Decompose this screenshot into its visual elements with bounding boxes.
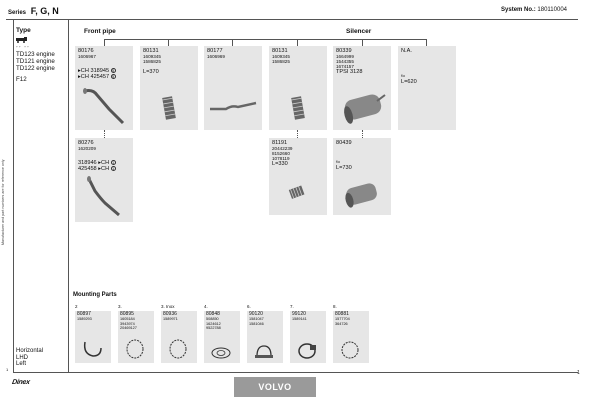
part-number: 80439: [336, 140, 352, 146]
mount-card[interactable]: [161, 311, 197, 363]
orientation-item: LHD: [16, 354, 29, 361]
connector-tick: [104, 39, 105, 46]
part-card[interactable]: [269, 46, 327, 130]
part-number: 80177: [207, 48, 223, 54]
orientation-item: Horizontal: [16, 348, 44, 354]
part-ref: 364726: [335, 321, 348, 326]
row-connector: [362, 130, 363, 138]
part-ref: 1078119: [272, 156, 290, 161]
dinex-logo: Dinex: [11, 379, 31, 386]
front-pipe-title: Front pipe: [84, 28, 116, 35]
mount-card[interactable]: [333, 311, 369, 363]
part-number: 80176: [78, 48, 94, 54]
orientation-item: Left: [16, 361, 27, 367]
part-ref: 1544355: [336, 59, 354, 64]
flex-pipe-drawing: [273, 178, 320, 212]
front-pipe-drawing: [79, 175, 129, 219]
mount-card[interactable]: [75, 311, 111, 363]
band-clamp-icon: [294, 342, 320, 360]
part-ref: 1586825: [272, 59, 290, 64]
part-ref: 8152660: [272, 151, 290, 156]
part-ref: 9522788: [206, 325, 221, 330]
series-header: [8, 6, 59, 16]
mount-qty: 8.: [333, 304, 337, 309]
row-connector: [104, 130, 105, 138]
variant-number: 425457: [90, 74, 110, 80]
mount-qty: 3.: [118, 304, 122, 309]
engine-item: TD123 engine: [16, 51, 55, 58]
gasket-ring-icon: [165, 338, 191, 360]
system-value: 180110004: [537, 7, 567, 13]
part-ref: 1609345: [143, 54, 161, 59]
silencer-title: Silencer: [346, 28, 372, 35]
series-label: Series: [8, 10, 27, 16]
part-card[interactable]: [269, 138, 327, 215]
part-symbol: f/o: [401, 74, 405, 78]
intermediate-pipe-drawing: [208, 83, 258, 127]
part-ref: 1605184: [120, 317, 135, 322]
part-number: 80897: [77, 311, 91, 317]
part-ref: 1589293: [77, 317, 92, 322]
part-number: 80895: [120, 311, 134, 317]
mount-qty: 3. Inox: [161, 304, 175, 309]
system-label: System No.:: [501, 7, 536, 13]
part-ref: 1589141: [292, 317, 307, 322]
variant-marker: 1: [112, 167, 115, 172]
part-ref: 1581047: [249, 317, 264, 322]
variant-code: ▸CH: [78, 68, 89, 74]
variant-code: ▸CH: [78, 74, 89, 80]
series-value: F, G, N: [30, 6, 59, 16]
part-ref: 1624612: [206, 321, 221, 326]
row-connector: [297, 130, 298, 138]
part-number: 80131: [272, 48, 288, 54]
page-number: 1: [577, 370, 580, 376]
left-frame: [13, 19, 14, 372]
mount-card[interactable]: [118, 311, 154, 363]
part-variant-row: [78, 166, 130, 172]
engine-item: TD121 engine: [16, 58, 55, 65]
brand-banner: VOLVO: [234, 377, 316, 397]
part-number: 80339: [336, 48, 352, 54]
side-disclaimer: Manufacturer and part numbers are for reference only: [1, 159, 5, 245]
part-number: 80848: [206, 311, 220, 317]
part-ref: 1664999: [336, 54, 354, 59]
orientation-info: [16, 348, 43, 368]
mounting-title: Mounting Parts: [73, 292, 117, 298]
connector-tick: [297, 39, 298, 46]
type-options: [16, 44, 29, 49]
clamp-icon: [251, 344, 277, 360]
gasket-icon: [208, 346, 234, 360]
mount-card[interactable]: [290, 311, 326, 363]
footer-rule: [13, 372, 578, 373]
front-pipe-drawing: [79, 83, 129, 127]
part-card[interactable]: [75, 138, 133, 222]
axle-option-a: ◦ ◦: [16, 44, 21, 49]
part-card[interactable]: [204, 46, 262, 130]
type-heading: Type: [16, 27, 31, 34]
part-number: 90120: [249, 311, 263, 317]
engine-item: TD122 engine: [16, 65, 55, 72]
variant-number: 425458: [78, 166, 97, 172]
part-number: 80881: [335, 311, 349, 317]
part-ref: 1577704: [335, 317, 350, 322]
mount-card[interactable]: [204, 311, 240, 363]
part-card[interactable]: [140, 46, 198, 130]
part-ref: 1606969: [207, 54, 225, 59]
part-ref: 1606967: [78, 54, 96, 59]
part-ref: 3943974: [120, 321, 135, 326]
variant-number: 318945: [90, 68, 110, 74]
variant-number: 318946: [78, 160, 97, 166]
axle-option-b: ◦ ◦: [24, 44, 29, 49]
part-ref: 1586825: [143, 59, 161, 64]
part-number: N.A.: [401, 48, 412, 54]
mount-qty: 4.: [204, 304, 208, 309]
column-divider: [68, 19, 69, 372]
system-number: [501, 7, 567, 13]
flex-pipe-drawing: [273, 83, 323, 127]
variant-marker: 1: [112, 161, 115, 166]
variant-code: ▸CH: [98, 166, 110, 172]
part-number: 80131: [143, 48, 159, 54]
part-ref: 1620209: [78, 146, 96, 151]
part-card[interactable]: [333, 138, 391, 215]
gasket-ring-icon: [337, 340, 363, 360]
part-card[interactable]: [333, 46, 391, 130]
mount-card[interactable]: [247, 311, 283, 363]
part-number: 80276: [78, 140, 94, 146]
connector-tick: [168, 39, 169, 46]
part-ref: 1581046: [249, 321, 264, 326]
part-length: L=730: [336, 165, 352, 171]
mount-qty: 6.: [247, 304, 251, 309]
silencer-drawing: [337, 178, 384, 212]
part-variant-row: [78, 74, 130, 80]
part-ref: 1609345: [272, 54, 290, 59]
part-symbol: f/o: [336, 160, 340, 164]
part-card[interactable]: [75, 46, 133, 130]
clamp-icon: [79, 338, 105, 360]
truck-icon: [16, 37, 28, 43]
part-ref: 508850: [206, 317, 219, 322]
part-length: L=620: [401, 79, 417, 85]
mount-qty: 7.: [290, 304, 294, 309]
mount-qty: 2: [75, 304, 78, 309]
parts-connector: [104, 39, 427, 40]
gasket-ring-icon: [122, 338, 148, 360]
variant-code: ▸CH: [98, 160, 110, 166]
model-label: F12: [16, 76, 27, 83]
part-card[interactable]: [398, 46, 456, 130]
part-ref: 20442239: [272, 146, 293, 151]
variant-marker: 5: [112, 69, 115, 74]
variant-marker: 5: [112, 75, 115, 80]
connector-tick: [232, 39, 233, 46]
header-rule: [6, 19, 578, 20]
part-number: 80936: [163, 311, 177, 317]
flex-pipe-drawing: [144, 83, 194, 127]
part-number: 99120: [292, 311, 306, 317]
part-length: L=330: [272, 161, 288, 167]
part-ref: 1674157: [336, 64, 354, 69]
connector-tick: [426, 39, 427, 46]
part-length: L=370: [143, 69, 159, 75]
part-ref: 1589971: [163, 317, 178, 322]
page-left-number: 1: [6, 367, 9, 372]
part-ref: 20469127: [120, 325, 137, 330]
silencer-drawing: [337, 83, 387, 127]
part-note: TPSI 3128: [336, 69, 363, 75]
connector-tick: [362, 39, 363, 46]
engine-list: [16, 51, 55, 72]
part-number: 81191: [272, 140, 288, 146]
